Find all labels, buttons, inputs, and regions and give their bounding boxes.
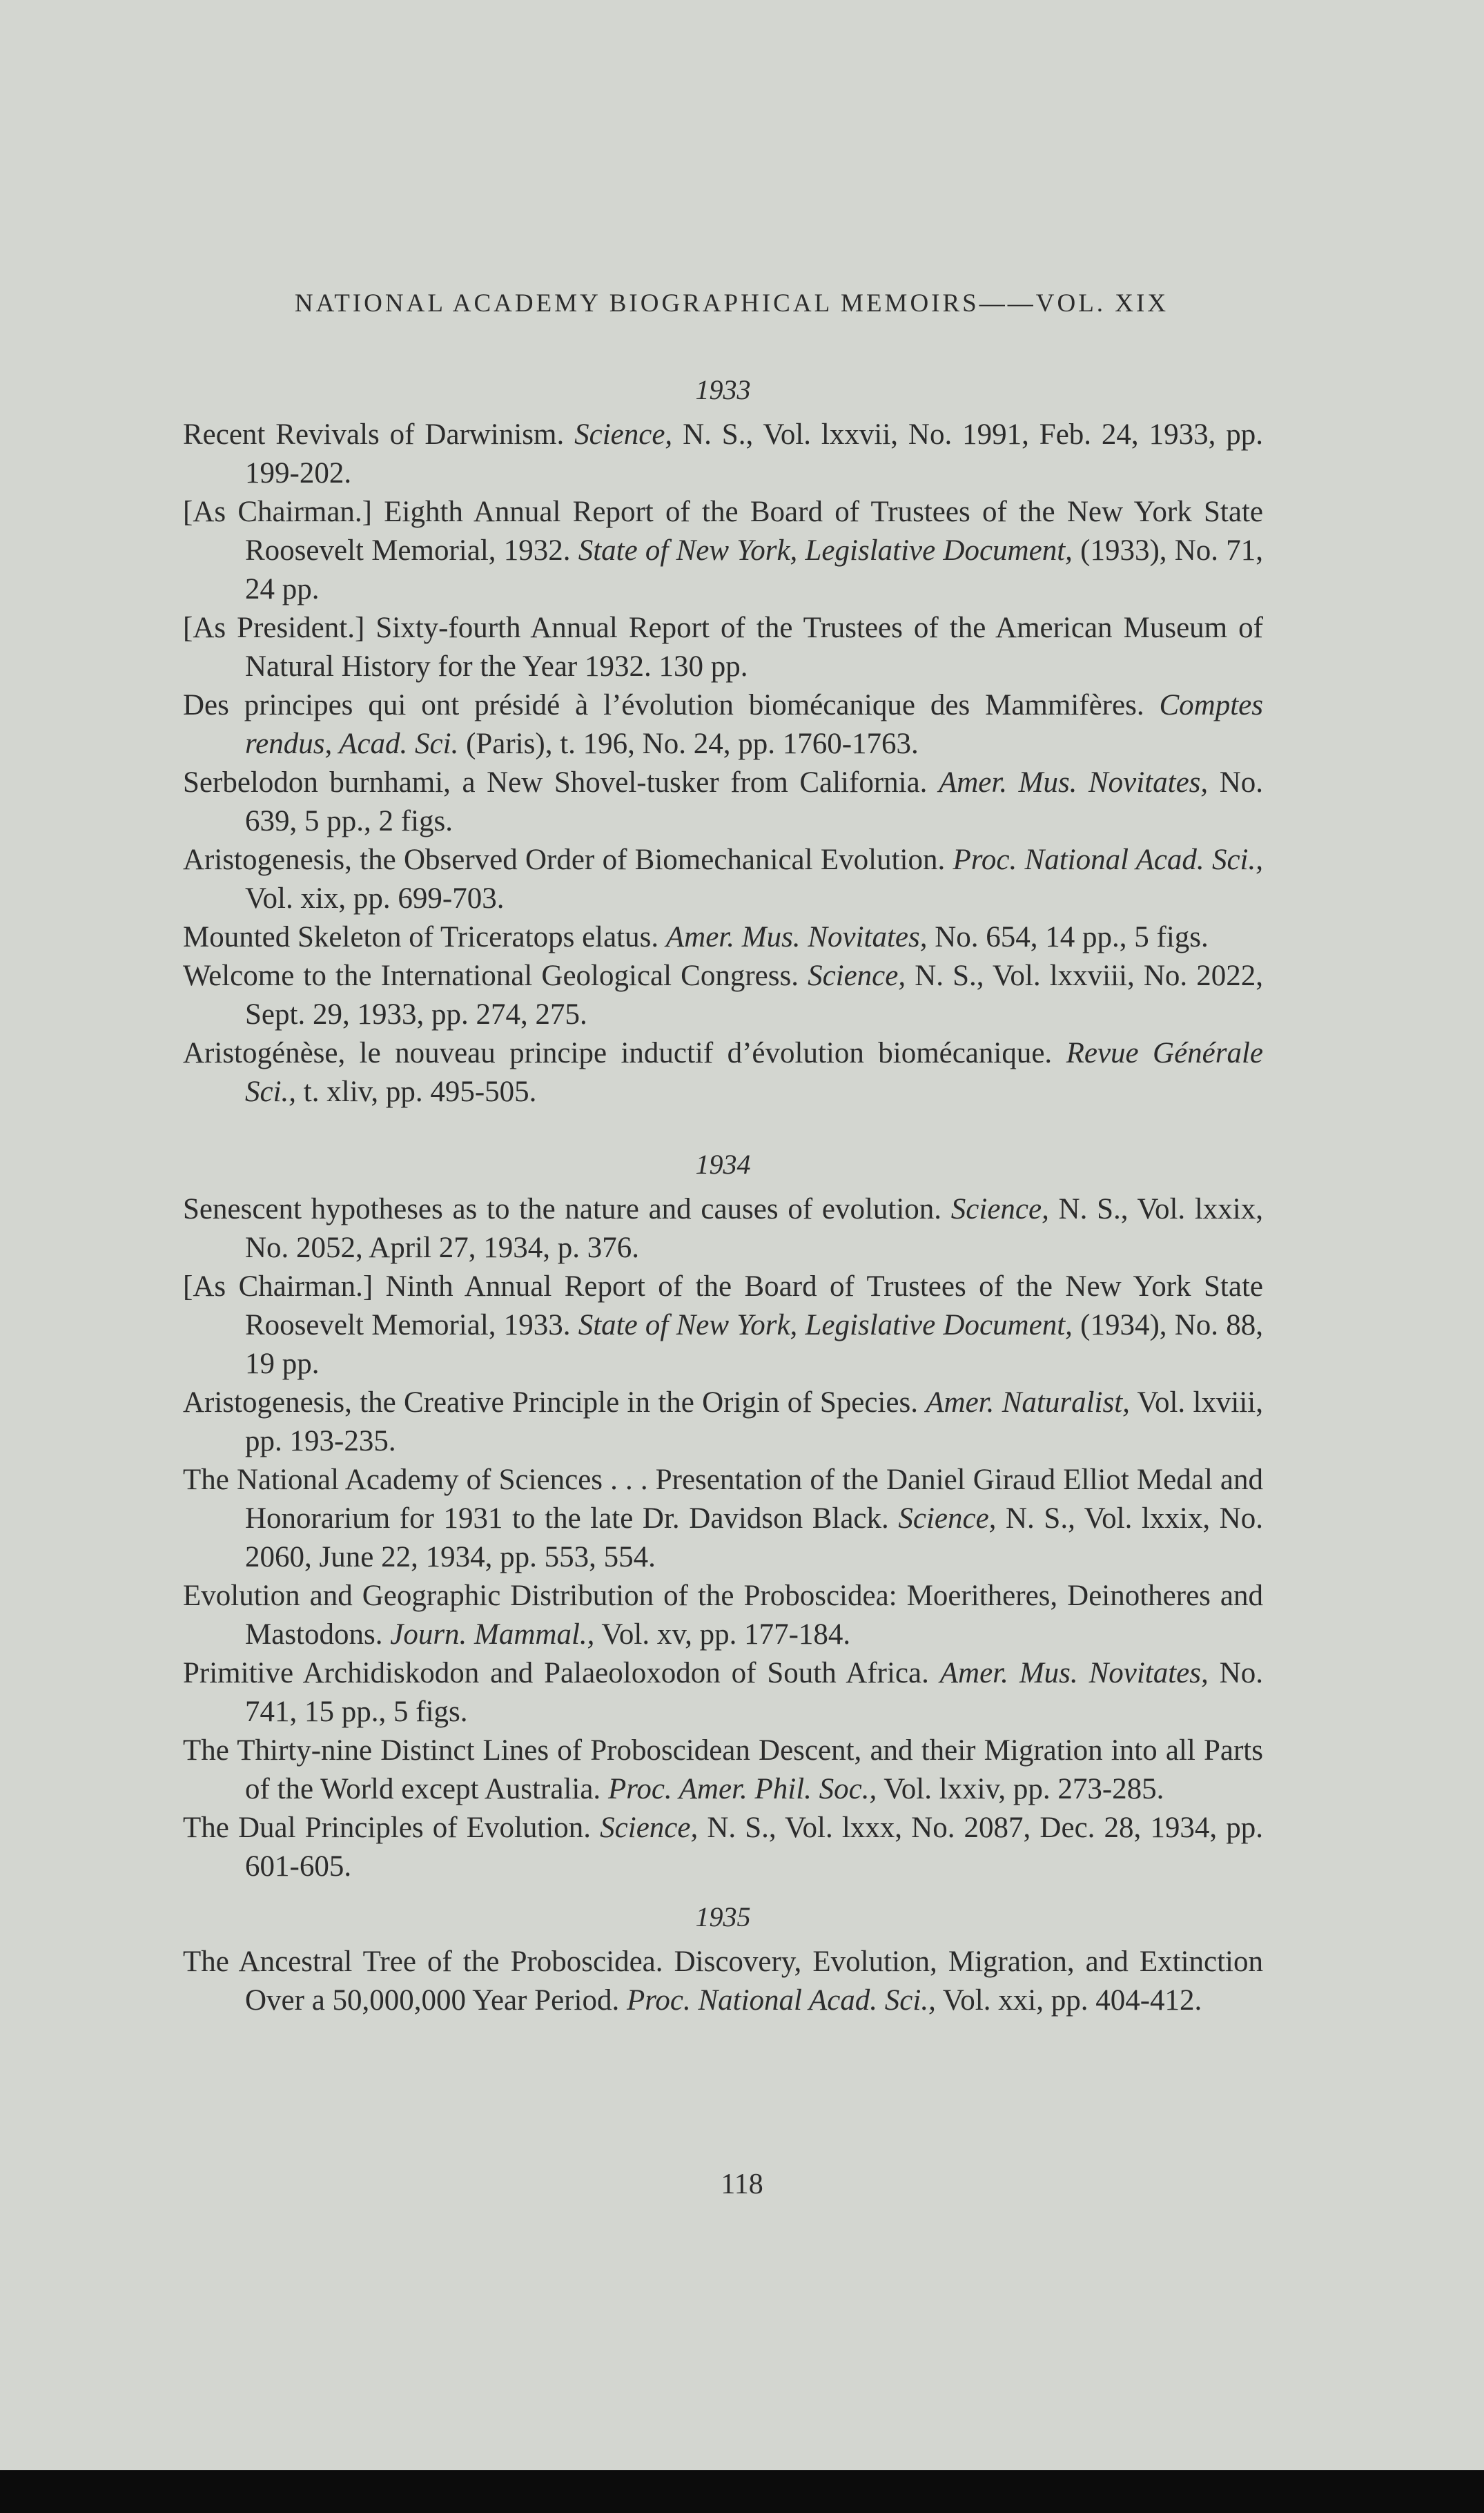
bibliography-entry: Des principes qui ont présidé à l’évolution biomécanique des Mammifères. Comptes rendus, Acad. Sci. (Paris), t. 196, No. 24, pp. 1760-1763.: [183, 689, 1263, 760]
year-heading: 1935: [695, 1901, 751, 1932]
year-heading: 1934: [695, 1149, 751, 1180]
bibliography-entry: Mounted Skeleton of Triceratops elatus. Amer. Mus. Novitates, No. 654, 14 pp., 5 figs.: [183, 921, 1209, 953]
bibliography: [183, 373, 1263, 2020]
bibliography-entry: Recent Revivals of Darwinism. Science, N. S., Vol. lxxvii, No. 1991, Feb. 24, 1933, pp. 199-202.: [183, 418, 1263, 489]
bibliography-entry: [As President.] Sixty-fourth Annual Report of the Trustees of the American Museum of Natural History for the Year 1932. 130 pp.: [183, 612, 1263, 683]
bibliography-entry: Aristogénèse, le nouveau principe inductif d’évolution biomécanique. Revue Générale Sci., t. xliv, pp. 495-505.: [183, 1037, 1264, 1108]
bibliography-entry: Evolution and Geographic Distribution of the Proboscidea: Moeritheres, Deinotheres and Mastodons. Journ. Mammal., Vol. xv, pp. 177-184.: [183, 1580, 1263, 1651]
bibliography-entry: The Thirty-nine Distinct Lines of Proboscidean Descent, and their Migration into all Parts of the World except Australia. Proc. Amer. Phil. Soc., Vol. lxxiv, pp. 273-285.: [183, 1734, 1263, 1805]
running-head: NATIONAL ACADEMY BIOGRAPHICAL MEMOIRS——VOL. XIX: [294, 289, 1169, 318]
bibliography-entry: The National Academy of Sciences . . . Presentation of the Daniel Giraud Elliot Medal and Honorarium for 1931 to the late Dr. Davidson Black. Science, N. S., Vol. lxxix, No. 2060, June 22, 1934, pp. 553, 554.: [183, 1464, 1263, 1573]
bibliography-entry: The Dual Principles of Evolution. Science, N. S., Vol. lxxx, No. 2087, Dec. 28, 1934, pp. 601-605.: [183, 1812, 1263, 1883]
bibliography-entry: Senescent hypotheses as to the nature and causes of evolution. Science, N. S., Vol. lxxix, No. 2052, April 27, 1934, p. 376.: [183, 1193, 1264, 1264]
bibliography-entry: [As Chairman.] Eighth Annual Report of the Board of Trustees of the New York State Roosevelt Memorial, 1932. State of New York, Legislative Document, (1933), No. 71, 24 pp.: [183, 496, 1264, 605]
year-heading: 1933: [695, 374, 751, 405]
bibliography-entry: The Ancestral Tree of the Proboscidea. Discovery, Evolution, Migration, and Extinction Over a 50,000,000 Year Period. Proc. National Acad. Sci., Vol. xxi, pp. 404-412.: [183, 1946, 1263, 2017]
entry-list: [183, 1943, 1263, 2020]
bibliography-entry: Primitive Archidiskodon and Palaeoloxodon of South Africa. Amer. Mus. Novitates, No. 741, 15 pp., 5 figs.: [183, 1657, 1263, 1728]
bibliography-entry: Aristogenesis, the Observed Order of Biomechanical Evolution. Proc. National Acad. Sci., Vol. xix, pp. 699-703.: [183, 844, 1263, 915]
scan-border: [0, 2470, 1484, 2513]
bibliography-entry: Serbelodon burnhami, a New Shovel-tusker from California. Amer. Mus. Novitates, No. 639, 5 pp., 2 figs.: [183, 766, 1263, 837]
entry-list: [183, 1190, 1263, 1886]
bibliography-entry: [As Chairman.] Ninth Annual Report of the Board of Trustees of the New York State Roosevelt Memorial, 1933. State of New York, Legislative Document, (1934), No. 88, 19 pp.: [183, 1270, 1264, 1380]
entry-list: [183, 416, 1263, 1112]
bibliography-entry: Welcome to the International Geological Congress. Science, N. S., Vol. lxxviii, No. 2022, Sept. 29, 1933, pp. 274, 275.: [183, 960, 1263, 1031]
bibliography-entry: Aristogenesis, the Creative Principle in the Origin of Species. Amer. Naturalist, Vol. lxviii, pp. 193-235.: [183, 1386, 1263, 1457]
page-number: 118: [721, 2168, 763, 2200]
